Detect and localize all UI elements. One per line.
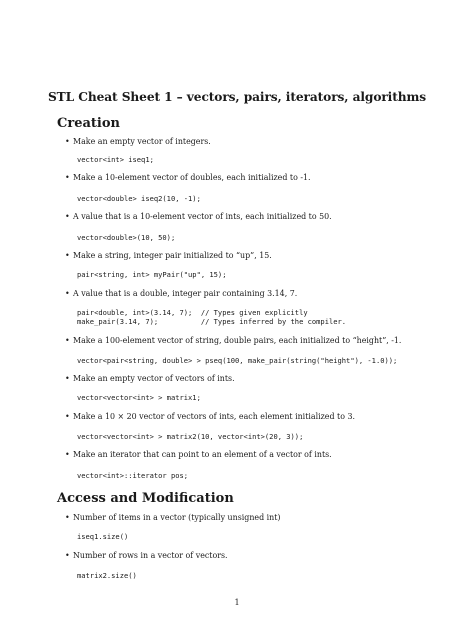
bullet-icon: • [65, 173, 70, 182]
bullet-icon: • [65, 137, 70, 146]
list-item [65, 551, 228, 560]
code-snippet: vector<int> iseq1; [77, 155, 154, 164]
code-snippet: vector<int>::iterator pos; [77, 471, 189, 480]
list-item [65, 212, 332, 221]
item-text: Number of items in a vector (typically unsigned int) [73, 513, 281, 522]
item-text: Make a 10 × 20 vector of vectors of ints, each element initialized to 3. [73, 412, 355, 421]
bullet-icon: • [65, 450, 70, 459]
code-snippet: vector<vector<int> > matrix2(10, vector<int>(20, 3)); [77, 432, 304, 441]
list-item [65, 289, 297, 298]
item-text: Make a 100-element vector of string, double pairs, each initialized to “height”, -1. [73, 336, 402, 345]
bullet-icon: • [65, 212, 70, 221]
code-snippet: vector<vector<int> > matrix1; [77, 393, 201, 402]
list-item [65, 412, 355, 421]
list-item [65, 513, 281, 522]
list-item [65, 137, 211, 146]
section-heading-access: Access and Modification [57, 491, 234, 506]
code-snippet: vector<double>(10, 50); [77, 233, 176, 242]
item-text: A value that is a 10-element vector of ints, each initialized to 50. [73, 212, 332, 221]
item-text: Make an iterator that can point to an element of a vector of ints. [73, 450, 332, 459]
bullet-icon: • [65, 412, 70, 421]
list-item [65, 450, 332, 459]
item-text: Make a 10-element vector of doubles, each initialized to -1. [73, 173, 311, 182]
code-snippet: vector<pair<string, double> > pseq(100, make_pair(string("height"), -1.0)); [77, 356, 398, 365]
bullet-icon: • [65, 289, 70, 298]
bullet-icon: • [65, 251, 70, 260]
bullet-icon: • [65, 513, 70, 522]
list-item [65, 374, 235, 383]
page-title: STL Cheat Sheet 1 – vectors, pairs, iterators, algorithms [47, 90, 427, 104]
item-text: Make a string, integer pair initialized to “up”, 15. [73, 251, 272, 260]
item-text: Make an empty vector of integers. [73, 137, 211, 146]
bullet-icon: • [65, 374, 70, 383]
item-text: A value that is a double, integer pair containing 3.14, 7. [73, 289, 298, 298]
item-text: Make an empty vector of vectors of ints. [73, 374, 235, 383]
item-text: Number of rows in a vector of vectors. [73, 551, 228, 560]
code-snippet: vector<double> iseq2(10, -1); [77, 194, 201, 203]
list-item [65, 336, 401, 345]
list-item [65, 173, 311, 182]
code-snippet: matrix2.size() [77, 571, 137, 580]
code-snippet: pair<string, int> myPair("up", 15); [77, 270, 227, 279]
code-snippet: iseq1.size() [77, 532, 129, 541]
list-item [65, 251, 272, 260]
code-snippet: pair<double, int>(3.14, 7); // Types given explicitly make_pair(3.14, 7); // Types inferred by the compiler. [77, 308, 347, 326]
page-number: 1 [234, 598, 240, 607]
section-heading-creation: Creation [57, 116, 120, 131]
bullet-icon: • [65, 551, 70, 560]
bullet-icon: • [65, 336, 70, 345]
